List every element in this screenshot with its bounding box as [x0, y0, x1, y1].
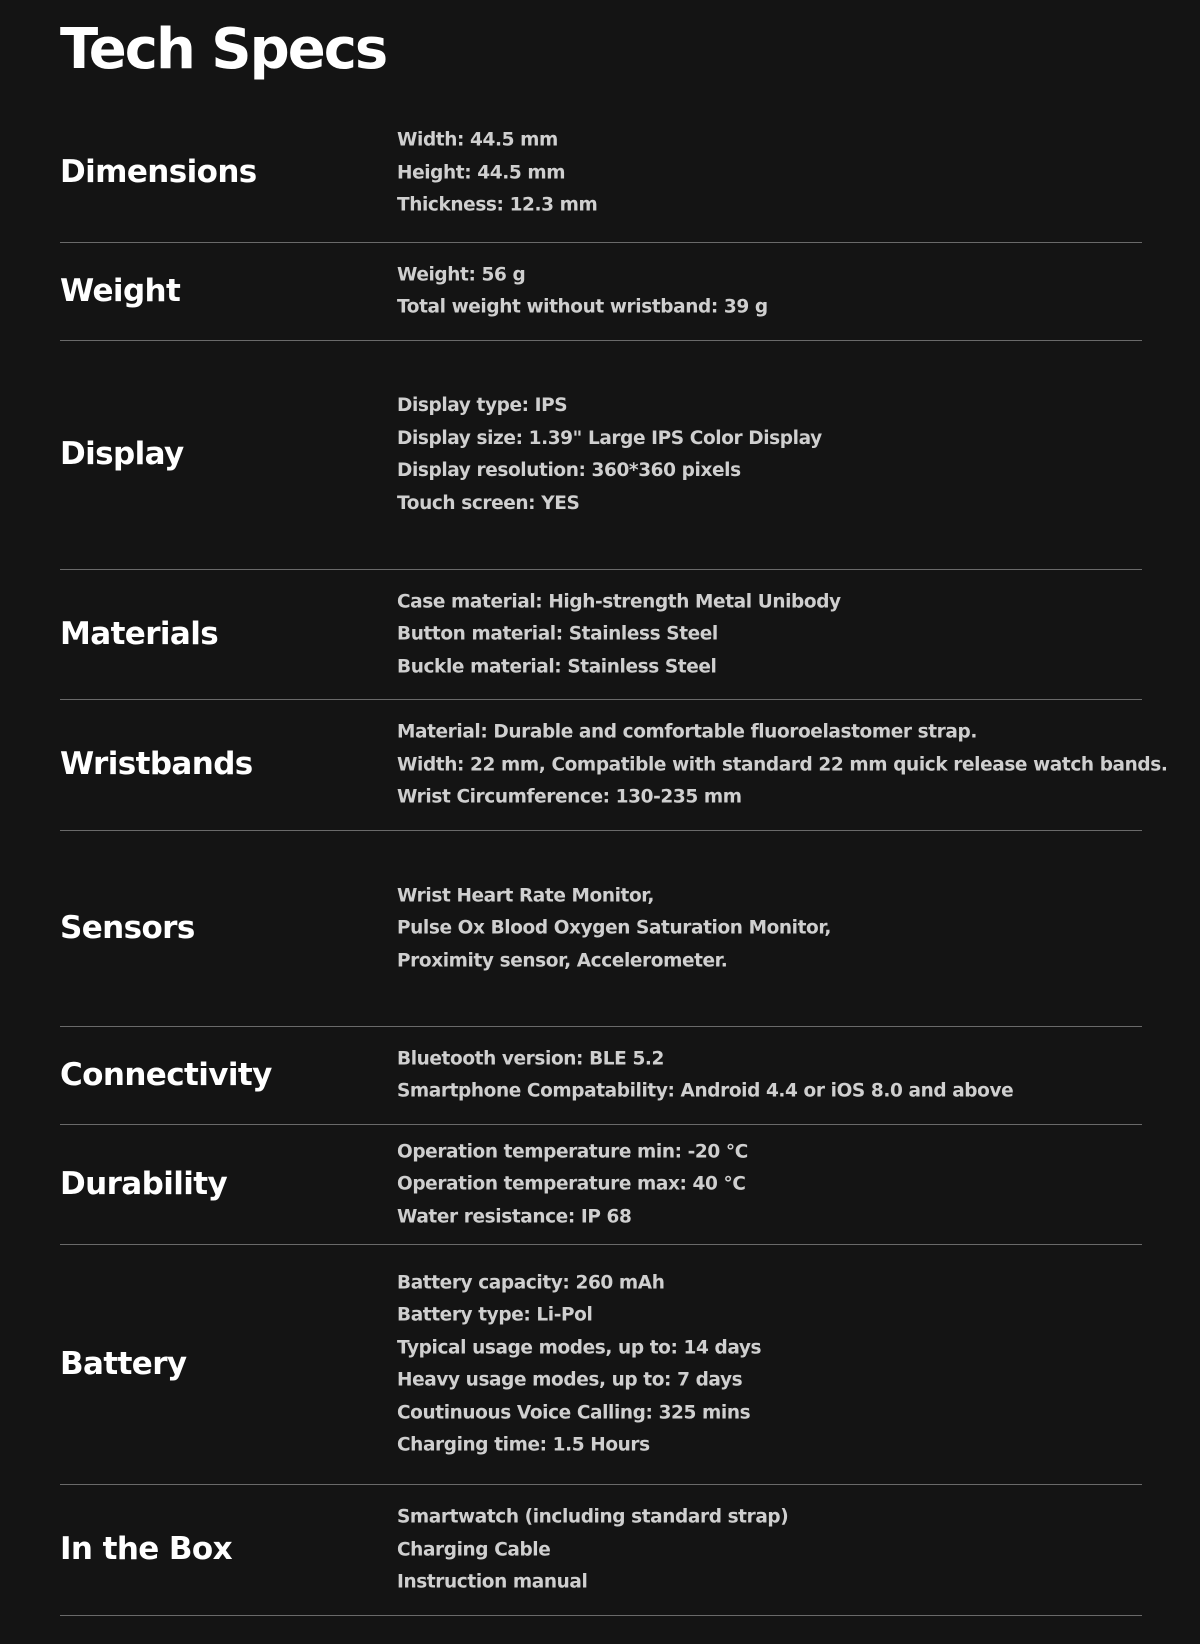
spec-value: Case material: High-strength Metal Unibody: [397, 590, 841, 612]
spec-value: Coutinuous Voice Calling: 325 mins: [397, 1402, 751, 1423]
spec-label: Materials: [60, 615, 219, 652]
spec-row-sensors: [60, 831, 1142, 1027]
spec-row-display: [60, 341, 1142, 570]
spec-values: [397, 1043, 1013, 1108]
spec-values: [397, 124, 597, 222]
spec-value: Material: Durable and comfortable fluoroelastomer strap.: [397, 721, 977, 743]
spec-values: [397, 1501, 788, 1599]
spec-value: Water resistance: IP 68: [397, 1205, 632, 1227]
spec-label: Connectivity: [60, 1056, 272, 1093]
spec-value: Width: 44.5 mm: [397, 129, 558, 151]
spec-value: Operation temperature max: 40 ℃: [397, 1173, 746, 1195]
spec-value: Touch screen: YES: [397, 492, 580, 514]
spec-values: [397, 1267, 761, 1462]
spec-value: Battery capacity: 260 mAh: [397, 1272, 665, 1293]
spec-values: [397, 716, 1168, 814]
spec-value: Bluetooth version: BLE 5.2: [397, 1048, 665, 1069]
spec-value: Height: 44.5 mm: [397, 161, 566, 183]
spec-value: Thickness: 12.3 mm: [397, 194, 598, 216]
spec-value: Width: 22 mm, Compatible with standard 22 mm quick release watch bands.: [397, 753, 1168, 775]
spec-label: Sensors: [60, 909, 195, 946]
spec-label: Weight: [60, 272, 181, 309]
page-title: Tech Specs: [60, 17, 387, 82]
spec-value: Smartwatch (including standard strap): [397, 1506, 789, 1528]
spec-value: Typical usage modes, up to: 14 days: [397, 1337, 762, 1358]
spec-value: Wrist Heart Rate Monitor,: [397, 884, 654, 906]
spec-value: Charging Cable: [397, 1538, 551, 1560]
spec-value: Display type: IPS: [397, 395, 568, 416]
spec-row-wristbands: [60, 700, 1168, 831]
spec-values: [397, 586, 841, 684]
spec-value: Pulse Ox Blood Oxygen Saturation Monitor,: [397, 917, 831, 939]
spec-value: Display size: 1.39" Large IPS Color Display: [397, 427, 822, 449]
spec-label: Battery: [60, 1345, 187, 1382]
spec-row-in-the-box: [60, 1485, 1142, 1616]
spec-value: Display resolution: 360*360 pixels: [397, 460, 741, 481]
spec-row-materials: [60, 570, 1142, 700]
spec-value: Wrist Circumference: 130-235 mm: [397, 786, 742, 808]
spec-value: Heavy usage modes, up to: 7 days: [397, 1369, 743, 1391]
spec-values: [397, 259, 768, 324]
spec-row-battery: [60, 1245, 1142, 1485]
spec-values: [397, 880, 831, 978]
spec-row-weight: [60, 243, 1142, 341]
spec-value: Weight: 56 g: [397, 264, 526, 285]
spec-value: Smartphone Compatability: Android 4.4 or iOS 8.0 and above: [397, 1080, 1014, 1102]
spec-label: Wristbands: [60, 746, 253, 782]
spec-value: Total weight without wristband: 39 g: [397, 296, 768, 318]
spec-value: Operation temperature min: -20 ℃: [397, 1140, 748, 1162]
spec-row-durability: [60, 1125, 1142, 1245]
spec-value: Button material: Stainless Steel: [397, 623, 718, 645]
spec-value: Buckle material: Stainless Steel: [397, 655, 717, 677]
spec-values: [397, 390, 822, 520]
spec-value: Instruction manual: [397, 1571, 588, 1593]
spec-value: Proximity sensor, Accelerometer.: [397, 949, 728, 971]
spec-label: Durability: [60, 1165, 228, 1202]
spec-values: [397, 1136, 748, 1234]
spec-value: Battery type: Li-Pol: [397, 1304, 593, 1326]
spec-value: Charging time: 1.5 Hours: [397, 1434, 650, 1456]
spec-label: In the Box: [60, 1531, 233, 1567]
spec-row-dimensions: [60, 104, 1142, 243]
spec-row-connectivity: [60, 1027, 1142, 1125]
spec-label: Display: [60, 436, 184, 472]
spec-label: Dimensions: [60, 154, 257, 190]
